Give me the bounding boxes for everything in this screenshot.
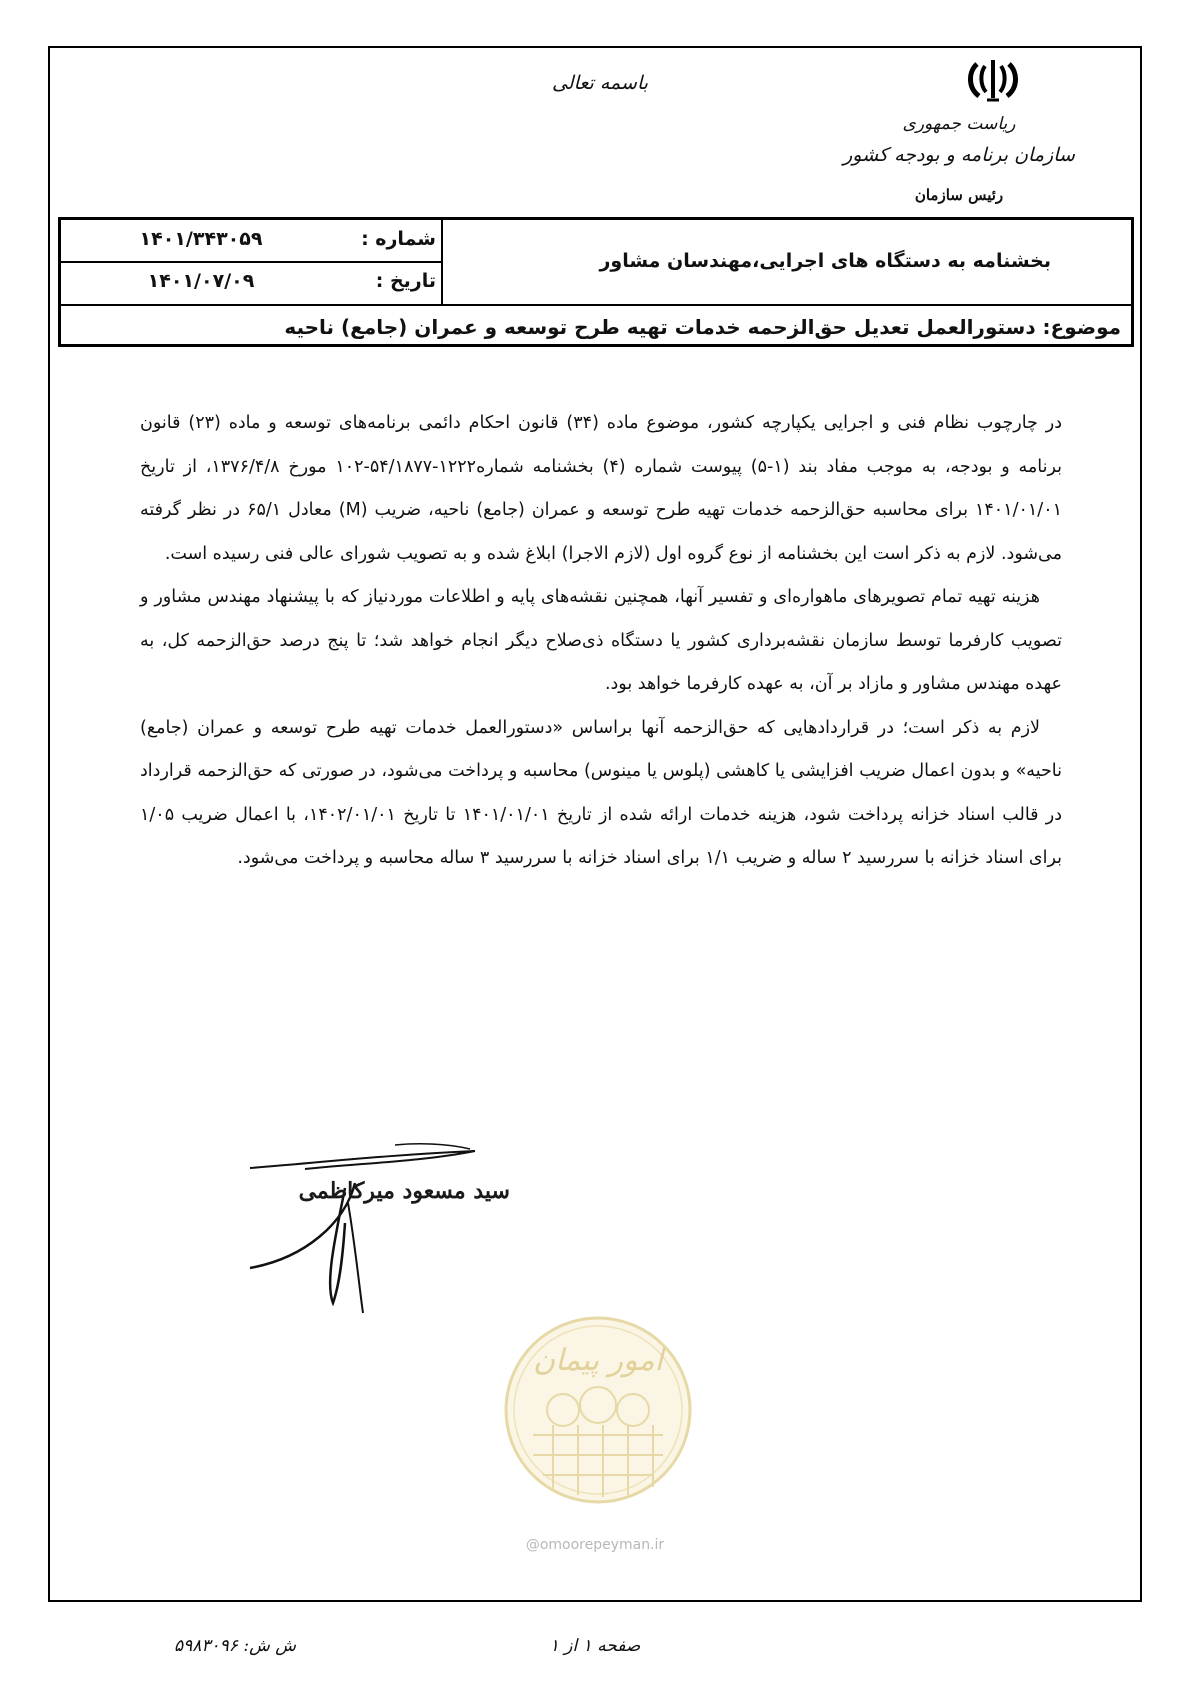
subject: موضوع: دستورالعمل تعدیل حق‌الزحمه خدمات تهیه طرح توسعه و عمران (جامع) ناحیه (284, 315, 1121, 339)
recipient: بخشنامه به دستگاه های اجرایی،مهندسان مشاور (599, 250, 1051, 272)
date-value: ۱۴۰۱/۰۷/۰۹ (147, 270, 255, 292)
organization-seal (503, 1315, 693, 1505)
seal-text: امور پیمان (533, 1343, 663, 1378)
letter-body (140, 402, 1062, 881)
watermark: @omoorepeyman.ir (525, 1537, 665, 1553)
org-line-presidency: ریاست جمهوری (902, 114, 1016, 134)
header-table (58, 217, 1134, 347)
registry-number: ش ش: ۵۹۸۳۰۹۶ (174, 1636, 296, 1656)
signature-mark (245, 1143, 535, 1318)
number-label: شماره : (361, 228, 436, 250)
table-divider (61, 304, 1131, 306)
paragraph: لازم به ذکر است؛ در قراردادهایی که حق‌الزحمه آنها براساس «دستورالعمل خدمات تهیه طرح توسعه و عمران (جامع) ناحیه» و بدون اعمال ضریب افزایشی یا کاهشی (پلوس یا مینوس) محاسبه و پرداخت می‌شود، در صورتی که حق‌الزحمه قرارداد در قالب اسناد خزانه پرداخت شود، هزینه خدمات ارائه شده از تاریخ ۱۴۰۱/۰۱/۰۱ تا تاریخ ۱۴۰۲/۰۱/۰۱، با اعمال ضریب ۱/۰۵ برای اسناد خزانه با سررسید ۲ ساله و ضریب ۱/۱ برای اسناد خزانه با سررسید ۳ ساله محاسبه و پرداخت می‌شود. (140, 717, 1062, 868)
date-label: تاریخ : (375, 270, 436, 292)
bismillah: باسمه تعالی (551, 72, 649, 94)
number-value: ۱۴۰۱/۳۴۳۰۵۹ (139, 228, 263, 250)
paragraph: هزینه تهیه تمام تصویرهای ماهواره‌ای و تفسیر آنها، همچنین نقشه‌های پایه و اطلاعات موردنیاز که با پیشنهاد مهندس مشاور و تصویب کارفرما توسط سازمان نقشه‌برداری کشور یا دستگاه ذی‌صلاح دیگر انجام خواهد شد؛ تا پنج درصد حق‌الزحمه کل، به عهده مهندس مشاور و مازاد بر آن، به عهده کارفرما خواهد بود. (140, 587, 1062, 694)
iran-emblem-icon (965, 58, 1021, 104)
org-line-head: رئیس سازمان (914, 186, 1004, 204)
signatory-name: سید مسعود میرکاظمی (298, 1178, 510, 1204)
table-divider (61, 261, 442, 263)
paragraph: در چارچوب نظام فنی و اجرایی یکپارچه کشور، موضوع ماده (۳۴) قانون احکام دائمی برنامه‌های توسعه و ماده (۲۳) قانون برنامه و بودجه، به موجب مفاد بند (۱-۵) پیوست شماره (۴) بخشنامه شماره۱۲۲۲-۵۴/۱۸۷۷-۱۰۲ مورخ ۱۳۷۶/۴/۸، از تاریخ ۱۴۰۱/۰۱/۰۱ برای محاسبه حق‌الزحمه خدمات تهیه طرح توسعه و عمران (جامع) ناحیه، ضریب (M) معادل ۶۵/۱ در نظر گرفته می‌شود. لازم به ذکر است این بخشنامه از نوع گروه اول (لازم الاجرا) ابلاغ شده و به تصویب شورای عالی فنی رسیده است. (140, 413, 1063, 564)
page-number: صفحه ۱ از ۱ (549, 1636, 641, 1656)
org-line-organization: سازمان برنامه و بودجه کشور (843, 144, 1075, 166)
